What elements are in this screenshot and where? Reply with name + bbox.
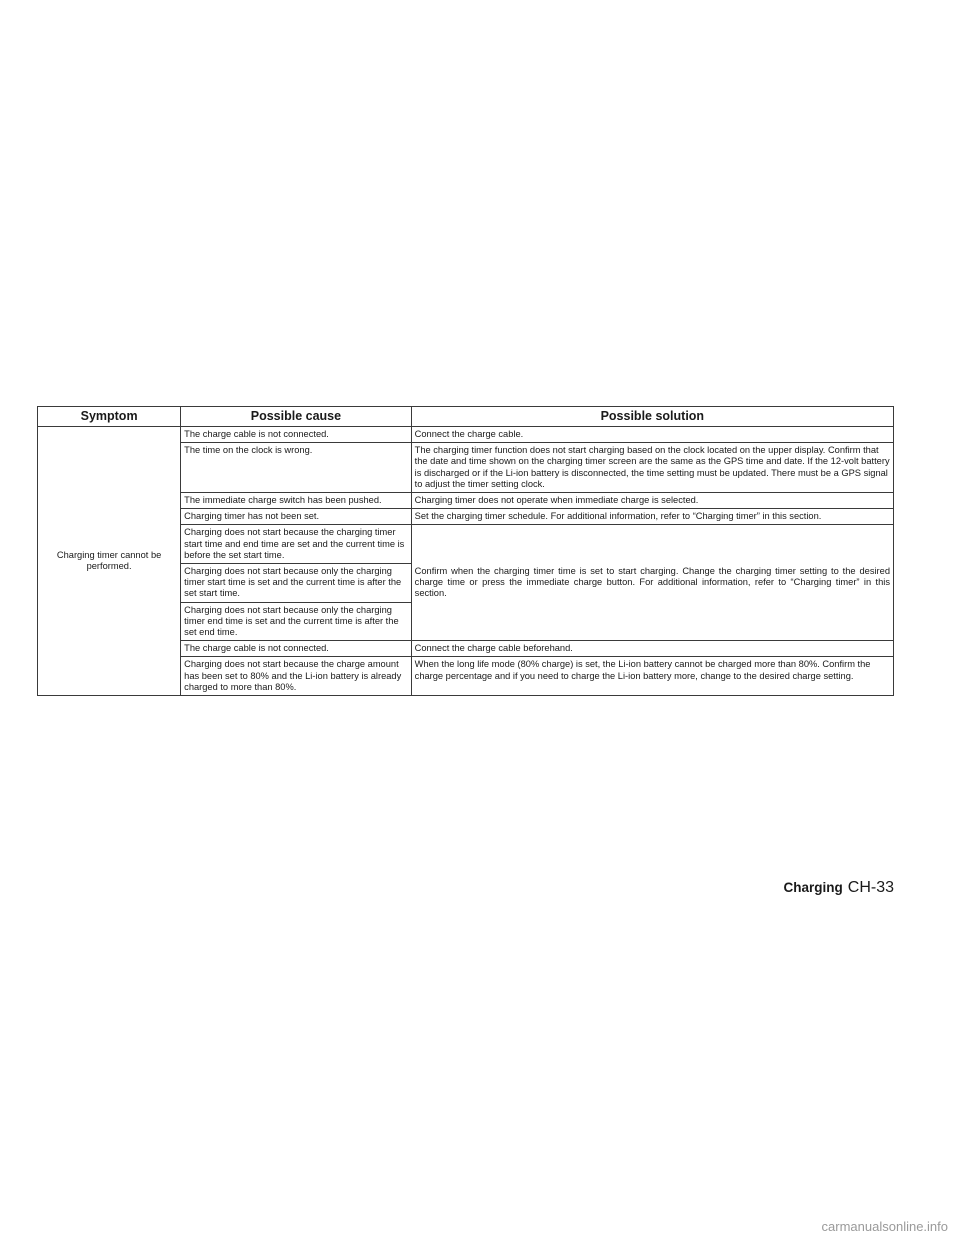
cause-cell: Charging does not start because only the charging timer end time is set and the current time is after the set end time.: [181, 602, 412, 641]
cause-cell: The charge cable is not connected.: [181, 641, 412, 657]
page-number: CH-33: [847, 879, 894, 896]
cause-cell: The charge cable is not connected.: [181, 427, 412, 443]
cause-cell: Charging does not start because the charging timer start time and end time are set and the current time is before the set start time.: [181, 525, 412, 564]
solution-cell: When the long life mode (80% charge) is set, the Li-ion battery cannot be charged more than 80%. Confirm the charge percentage and if you need to charge the Li-ion battery more, change to the desired charge setting.: [411, 657, 893, 696]
cause-cell: The time on the clock is wrong.: [181, 443, 412, 493]
header-possible-cause: Possible cause: [181, 407, 412, 427]
solution-cell-merged: Confirm when the charging timer time is set to start charging. Change the charging timer setting to the desired charge time or press the immediate charge button. For additional information, refer to “Charging timer” in this section.: [411, 525, 893, 641]
table-row: [38, 427, 894, 443]
solution-cell: Connect the charge cable.: [411, 427, 893, 443]
cause-cell: Charging does not start because only the charging timer start time is set and the current time is after the set start time.: [181, 564, 412, 603]
header-symptom: Symptom: [38, 407, 181, 427]
table-header-row: [38, 407, 894, 427]
solution-cell: The charging timer function does not start charging based on the clock located on the upper display. Confirm that the date and time shown on the charging timer screen are the same as the GPS time and date. If the 12-volt battery is discharged or if the Li-ion battery is disconnected, the time setting must be updated. There must be a GPS signal to adjust the timer setting clock.: [411, 443, 893, 493]
page-footer: [784, 879, 894, 897]
solution-cell: Charging timer does not operate when immediate charge is selected.: [411, 493, 893, 509]
symptom-cell: Charging timer cannot be performed.: [38, 427, 181, 696]
troubleshooting-table: [37, 406, 894, 696]
cause-cell: Charging does not start because the charge amount has been set to 80% and the Li-ion battery is already charged to more than 80%.: [181, 657, 412, 696]
watermark: carmanualsonline.info: [821, 1219, 948, 1234]
cause-cell: Charging timer has not been set.: [181, 509, 412, 525]
header-possible-solution: Possible solution: [411, 407, 893, 427]
solution-cell: Set the charging timer schedule. For additional information, refer to “Charging timer” in this section.: [411, 509, 893, 525]
solution-cell: Connect the charge cable beforehand.: [411, 641, 893, 657]
cause-cell: The immediate charge switch has been pushed.: [181, 493, 412, 509]
troubleshooting-table-container: [37, 406, 894, 696]
section-name: Charging: [783, 880, 843, 895]
